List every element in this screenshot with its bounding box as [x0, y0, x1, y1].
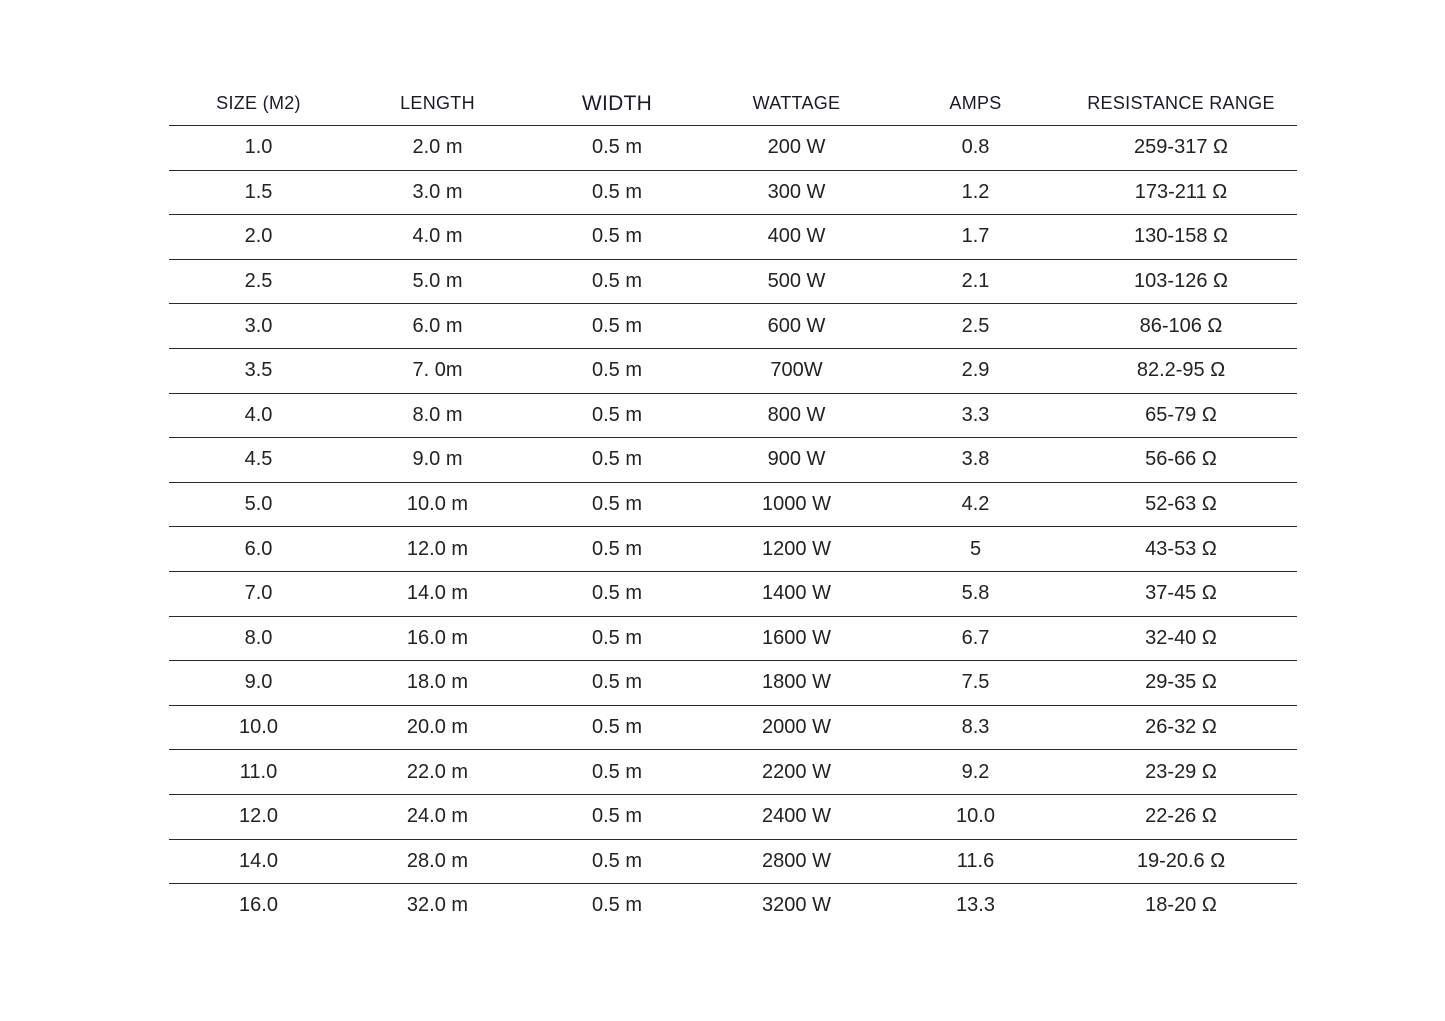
cell-wattage: 700W: [707, 348, 886, 393]
cell-length: 32.0 m: [406, 894, 469, 917]
cell-width: 0.5 m: [527, 348, 707, 393]
cell-amps: 11.6: [886, 839, 1065, 884]
cell-length: 3.0 m: [348, 170, 527, 215]
cell-resistance: 86-106 Ω: [1065, 304, 1297, 349]
cell-length: 16.0 m: [348, 616, 527, 661]
cell-width: 0.5 m: [527, 527, 707, 572]
cell-amps: 2.5: [886, 304, 1065, 349]
table-row: [169, 482, 1297, 527]
cell-length: 24.0 m: [348, 794, 527, 839]
cell-resistance: 103-126 Ω: [1065, 259, 1297, 304]
cell-wattage: 800 W: [707, 393, 886, 438]
cell-size: 14.0: [169, 839, 348, 884]
cell-resistance: 18-20 Ω: [1145, 894, 1217, 917]
cell-length: 4.0 m: [348, 215, 527, 260]
cell-size: 5.0: [169, 482, 348, 527]
cell-width: 0.5 m: [527, 571, 707, 616]
cell-length: 6.0 m: [348, 304, 527, 349]
cell-amps: 5: [886, 527, 1065, 572]
cell-length: 18.0 m: [348, 661, 527, 706]
cell-wattage: 500 W: [707, 259, 886, 304]
cell-wattage: 900 W: [707, 438, 886, 483]
cell-amps: 10.0: [886, 794, 1065, 839]
cell-amps: 3.8: [886, 438, 1065, 483]
cell-width: 0.5 m: [527, 705, 707, 750]
cell-wattage: 2000 W: [707, 705, 886, 750]
table-row: [169, 705, 1297, 750]
cell-wattage: 400 W: [707, 215, 886, 260]
cell-resistance: 130-158 Ω: [1065, 215, 1297, 260]
cell-length: 12.0 m: [348, 527, 527, 572]
table-row: [169, 571, 1297, 616]
cell-size: 2.0: [169, 215, 348, 260]
cell-amps: 3.3: [886, 393, 1065, 438]
cell-wattage: 600 W: [707, 304, 886, 349]
cell-amps: 8.3: [886, 705, 1065, 750]
cell-length: 5.0 m: [348, 259, 527, 304]
cell-length: 14.0 m: [348, 571, 527, 616]
cell-length: 28.0 m: [348, 839, 527, 884]
cell-wattage: 2400 W: [707, 794, 886, 839]
cell-width: 0.5 m: [527, 170, 707, 215]
cell-length: 8.0 m: [348, 393, 527, 438]
cell-wattage: 1400 W: [707, 571, 886, 616]
cell-length: 20.0 m: [348, 705, 527, 750]
cell-resistance: 56-66 Ω: [1065, 438, 1297, 483]
cell-resistance: 37-45 Ω: [1065, 571, 1297, 616]
table-row: [169, 170, 1297, 215]
table-row: [169, 259, 1297, 304]
cell-size: 12.0: [169, 794, 348, 839]
cell-amps: 5.8: [886, 571, 1065, 616]
table-row: [169, 348, 1297, 393]
cell-size: 3.5: [169, 348, 348, 393]
cell-resistance: 43-53 Ω: [1065, 527, 1297, 572]
cell-width: 0.5 m: [527, 794, 707, 839]
table-row: [169, 794, 1297, 839]
table-row: [169, 884, 1297, 928]
cell-size: 4.0: [169, 393, 348, 438]
cell-resistance: 23-29 Ω: [1065, 750, 1297, 795]
cell-width: 0.5 m: [527, 839, 707, 884]
cell-size: 2.5: [169, 259, 348, 304]
cell-resistance: 22-26 Ω: [1065, 794, 1297, 839]
cell-width: 0.5 m: [527, 259, 707, 304]
table-row: [169, 661, 1297, 706]
cell-resistance: 29-35 Ω: [1065, 661, 1297, 706]
cell-resistance: 26-32 Ω: [1065, 705, 1297, 750]
specification-table: [169, 82, 1297, 928]
cell-width: 0.5 m: [527, 750, 707, 795]
cell-amps: 1.2: [886, 170, 1065, 215]
cell-resistance: 32-40 Ω: [1065, 616, 1297, 661]
cell-length: 9.0 m: [348, 438, 527, 483]
cell-width: 0.5 m: [591, 894, 643, 917]
cell-wattage: 200 W: [707, 126, 886, 171]
cell-amps: 4.2: [886, 482, 1065, 527]
cell-amps: 2.1: [886, 259, 1065, 304]
cell-amps: 1.7: [886, 215, 1065, 260]
cell-wattage: 300 W: [707, 170, 886, 215]
header-resistance-range: RESISTANCE RANGE: [1065, 82, 1297, 126]
table-row: [169, 527, 1297, 572]
cell-size: 1.0: [169, 126, 348, 171]
cell-width: 0.5 m: [527, 393, 707, 438]
header-amps: AMPS: [886, 82, 1065, 126]
cell-wattage: 2800 W: [707, 839, 886, 884]
cell-amps: 7.5: [886, 661, 1065, 706]
table-header-row: [169, 82, 1297, 126]
cell-resistance: 82.2-95 Ω: [1065, 348, 1297, 393]
header-wattage: WATTAGE: [707, 82, 886, 126]
table-row: [169, 750, 1297, 795]
cell-size: 4.5: [169, 438, 348, 483]
cell-size: 3.0: [169, 304, 348, 349]
cell-width: 0.5 m: [527, 304, 707, 349]
cell-wattage: 1000 W: [707, 482, 886, 527]
cell-amps: 9.2: [886, 750, 1065, 795]
table-row: [169, 393, 1297, 438]
table-row: [169, 215, 1297, 260]
cell-wattage: 2200 W: [707, 750, 886, 795]
header-size: SIZE (M2): [169, 82, 348, 126]
table-body: [169, 126, 1297, 928]
cell-size: 8.0: [169, 616, 348, 661]
cell-amps: 13.3: [956, 894, 995, 917]
cell-amps: 6.7: [886, 616, 1065, 661]
cell-width: 0.5 m: [527, 215, 707, 260]
cell-wattage: 3200 W: [762, 894, 831, 917]
cell-resistance: 65-79 Ω: [1065, 393, 1297, 438]
cell-size: 1.5: [169, 170, 348, 215]
cell-length: 2.0 m: [348, 126, 527, 171]
table-row: [169, 438, 1297, 483]
cell-size: 10.0: [169, 705, 348, 750]
header-length: LENGTH: [348, 82, 527, 126]
cell-wattage: 1600 W: [707, 616, 886, 661]
table-row: [169, 126, 1297, 171]
cell-amps: 2.9: [886, 348, 1065, 393]
header-width: WIDTH: [527, 82, 707, 126]
table-row: [169, 304, 1297, 349]
cell-resistance: 19-20.6 Ω: [1065, 839, 1297, 884]
cell-length: 10.0 m: [348, 482, 527, 527]
table-row: [169, 616, 1297, 661]
cell-wattage: 1200 W: [707, 527, 886, 572]
cell-resistance: 259-317 Ω: [1065, 126, 1297, 171]
cell-resistance: 173-211 Ω: [1065, 170, 1297, 215]
cell-size: 9.0: [169, 661, 348, 706]
table-row: [169, 839, 1297, 884]
cell-width: 0.5 m: [527, 438, 707, 483]
cell-width: 0.5 m: [527, 482, 707, 527]
cell-width: 0.5 m: [527, 616, 707, 661]
cell-amps: 0.8: [886, 126, 1065, 171]
cell-size: 11.0: [169, 750, 348, 795]
cell-size: 7.0: [169, 571, 348, 616]
cell-size: 6.0: [169, 527, 348, 572]
cell-length: 22.0 m: [348, 750, 527, 795]
cell-width: 0.5 m: [527, 661, 707, 706]
cell-wattage: 1800 W: [707, 661, 886, 706]
cell-size: 16.0: [239, 894, 278, 917]
cell-length: 7. 0m: [348, 348, 527, 393]
cell-resistance: 52-63 Ω: [1065, 482, 1297, 527]
cell-width: 0.5 m: [527, 126, 707, 171]
